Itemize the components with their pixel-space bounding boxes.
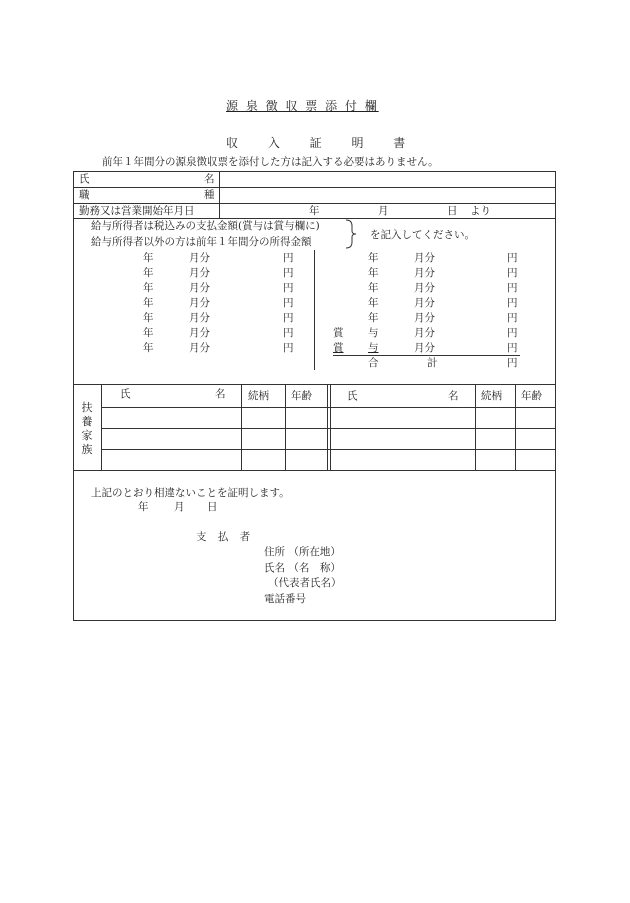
income-left-month: 月分 [189, 267, 210, 279]
document-title: 源 泉 徴 収 票 添 付 欄 [226, 99, 379, 113]
income-left-year: 年 [143, 327, 154, 339]
brace-icon [344, 219, 358, 249]
income-instruction-1: 給与所得者は税込みの支払金額(賞与は賞与欄に) [91, 220, 320, 232]
phone-label: 電話番号 [264, 593, 306, 605]
income-right-year: 年 [368, 267, 379, 279]
income-left-month: 月分 [189, 342, 210, 354]
income-right-month: 月分 [414, 252, 435, 264]
income-right-yen: 円 [507, 267, 518, 279]
name-label-a: 氏 [79, 173, 90, 185]
payer-label: 支 払 者 [196, 531, 255, 543]
income-right-month: 月分 [414, 282, 435, 294]
dependent-relation-header-left: 続柄 [248, 390, 269, 402]
income-instruction-note: を記入してください。 [370, 229, 475, 241]
total-divider [333, 355, 520, 356]
bonus-label-a: 賞 [333, 342, 344, 354]
representative-label: （代表者氏名） [268, 577, 342, 589]
income-left-year: 年 [143, 297, 154, 309]
income-left-yen: 円 [283, 252, 294, 264]
income-right-month: 月分 [414, 327, 435, 339]
name-label-b: 名 [204, 173, 215, 185]
total-yen: 円 [507, 357, 518, 369]
dependent-name-header-left-a: 氏 [120, 388, 131, 400]
income-left-month: 月分 [189, 312, 210, 324]
income-left-year: 年 [143, 282, 154, 294]
start-date-label: 勤務又は営業開始年月日 [79, 205, 195, 217]
cert-day: 日 [207, 501, 218, 513]
income-right-year: 年 [368, 252, 379, 264]
income-right-year: 年 [368, 282, 379, 294]
start-from: より [470, 205, 491, 217]
income-left-yen: 円 [283, 297, 294, 309]
dependent-age-header-right: 年齢 [521, 390, 542, 402]
income-left-year: 年 [143, 342, 154, 354]
bonus-label-b: 与 [368, 327, 379, 339]
income-instruction-2: 給与所得者以外の方は前年１年間分の所得金額 [91, 236, 312, 248]
dependent-relation-header-right: 続柄 [481, 390, 502, 402]
income-left-month: 月分 [189, 327, 210, 339]
certification-text: 上記のとおり相違ないことを証明します。 [91, 487, 290, 499]
start-day: 日 [447, 205, 458, 217]
income-right-yen: 円 [507, 327, 518, 339]
income-right-yen: 円 [507, 297, 518, 309]
income-left-yen: 円 [283, 312, 294, 324]
income-right-yen: 円 [507, 252, 518, 264]
dependent-age-header-left: 年齢 [291, 390, 312, 402]
income-left-month: 月分 [189, 297, 210, 309]
start-year: 年 [309, 205, 320, 217]
total-label-a: 合 [368, 357, 379, 369]
dependent-name-header-left-b: 名 [215, 388, 226, 400]
note-text: 前年１年間分の源泉徴収票を添付した方は記入する必要はありません。 [102, 156, 439, 168]
payer-name-label: 氏名 （名 称） [264, 562, 341, 574]
occupation-label-a: 職 [79, 189, 90, 201]
income-right-month: 月分 [414, 267, 435, 279]
income-divider [314, 250, 315, 370]
dependents-label: 扶養家族 [81, 401, 93, 456]
bonus-label-a: 賞 [333, 327, 344, 339]
income-left-yen: 円 [283, 327, 294, 339]
income-left-year: 年 [143, 312, 154, 324]
income-left-year: 年 [143, 267, 154, 279]
income-left-yen: 円 [283, 342, 294, 354]
address-label: 住所 （所在地） [264, 546, 341, 558]
income-left-yen: 円 [283, 282, 294, 294]
dependent-name-header-right-a: 氏 [347, 390, 358, 402]
occupation-label-b: 種 [204, 189, 215, 201]
income-right-yen: 円 [507, 312, 518, 324]
income-right-yen: 円 [507, 282, 518, 294]
cert-year: 年 [138, 501, 149, 513]
bonus-label-b: 与 [368, 342, 379, 354]
income-right-yen: 円 [507, 342, 518, 354]
certificate-title: 収 入 証 明 書 [226, 136, 406, 150]
cert-month: 月 [174, 501, 185, 513]
income-right-month: 月分 [414, 342, 435, 354]
income-left-year: 年 [143, 252, 154, 264]
income-right-year: 年 [368, 297, 379, 309]
total-label-b: 計 [427, 357, 438, 369]
income-left-month: 月分 [189, 282, 210, 294]
income-right-year: 年 [368, 312, 379, 324]
dependent-name-header-right-b: 名 [448, 390, 459, 402]
start-month: 月 [378, 205, 389, 217]
income-right-month: 月分 [414, 312, 435, 324]
income-left-yen: 円 [283, 267, 294, 279]
income-left-month: 月分 [189, 252, 210, 264]
income-right-month: 月分 [414, 297, 435, 309]
